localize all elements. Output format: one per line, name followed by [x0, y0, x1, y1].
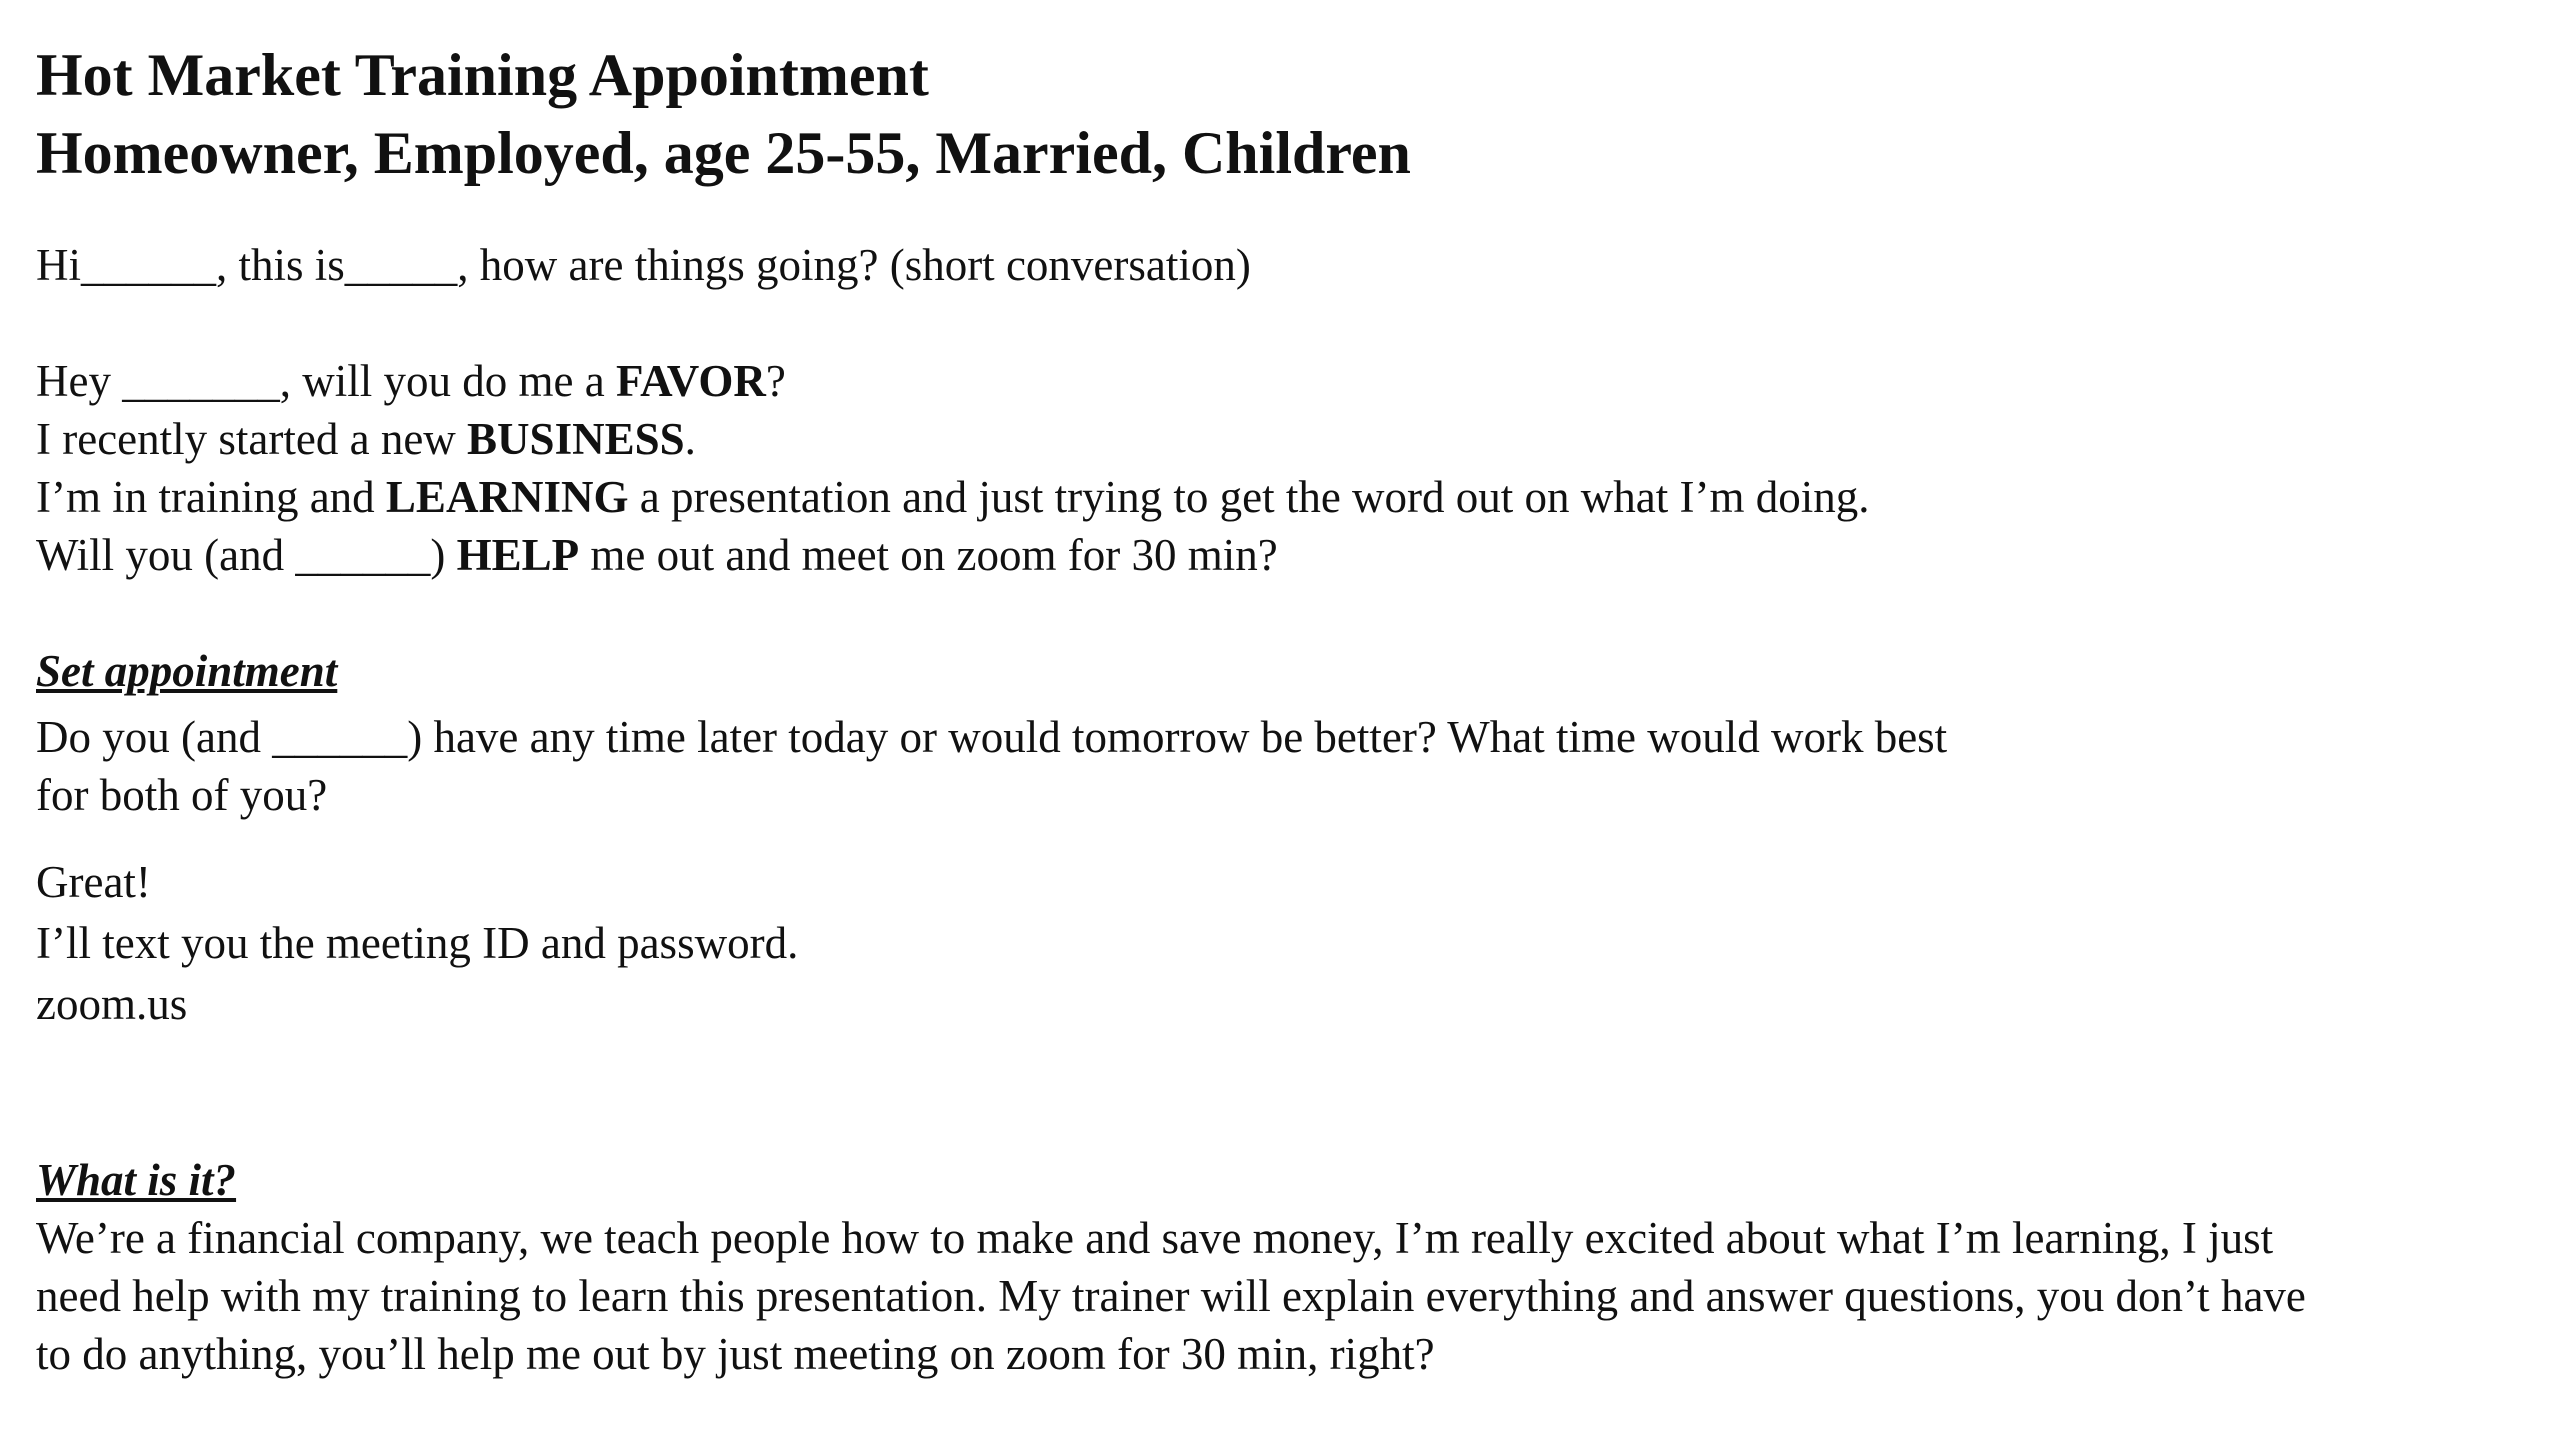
favor-line-2: [36, 410, 2526, 468]
help-keyword: HELP: [456, 530, 580, 580]
what-is-it-section: [36, 1151, 2526, 1383]
document-page: [36, 36, 2526, 1383]
favor-keyword: FAVOR: [615, 356, 766, 406]
favor-line-4-end: me out and meet on zoom for 30 min?: [579, 530, 1278, 580]
document-title: [36, 36, 2526, 192]
favor-line-4-text: Will you (and ______): [36, 530, 457, 580]
favor-line-1-text: Hey _______, will you do me a: [36, 356, 616, 406]
what-is-it-line-1: We’re a financial company, we teach people how to make and save money, I’m really excited about what I’m learning, I just: [36, 1213, 2274, 1263]
what-is-it-heading: What is it?: [36, 1155, 237, 1205]
set-appointment-heading: Set appointment: [36, 646, 338, 696]
favor-line-2-text: I recently started a new: [36, 414, 468, 464]
set-appointment-section: [36, 642, 2526, 824]
favor-line-3-end: a presentation and just trying to get the word out on what I’m doing.: [628, 472, 1870, 522]
favor-line-1-end: ?: [765, 356, 786, 406]
set-appointment-line-2: for both of you?: [36, 770, 328, 820]
what-is-it-line-2: need help with my training to learn this presentation. My trainer will explain everything and answer questions, you don’t have: [36, 1271, 2306, 1321]
confirmation-line-2: I’ll text you the meeting ID and password.: [36, 918, 799, 968]
favor-line-3: [36, 468, 2526, 526]
title-line-1: Hot Market Training Appointment: [36, 42, 929, 108]
confirmation-line-1: Great!: [36, 857, 151, 907]
favor-line-2-end: .: [684, 414, 696, 464]
favor-block: [36, 352, 2526, 584]
learning-keyword: LEARNING: [385, 472, 629, 522]
favor-line-3-text: I’m in training and: [36, 472, 386, 522]
greeting-line: Hi______, this is_____, how are things going? (short conversation): [36, 240, 1251, 290]
business-keyword: BUSINESS: [467, 414, 685, 464]
confirmation-block: [36, 852, 2526, 1035]
zoom-url: zoom.us: [36, 979, 188, 1029]
favor-line-1: [36, 352, 2526, 410]
set-appointment-line-1: Do you (and ______) have any time later today or would tomorrow be better? What time would work best: [36, 712, 1948, 762]
title-line-2: Homeowner, Employed, age 25-55, Married, Children: [36, 120, 1411, 186]
what-is-it-line-3: to do anything, you’ll help me out by just meeting on zoom for 30 min, right?: [36, 1329, 1435, 1379]
favor-line-4: [36, 526, 2526, 584]
